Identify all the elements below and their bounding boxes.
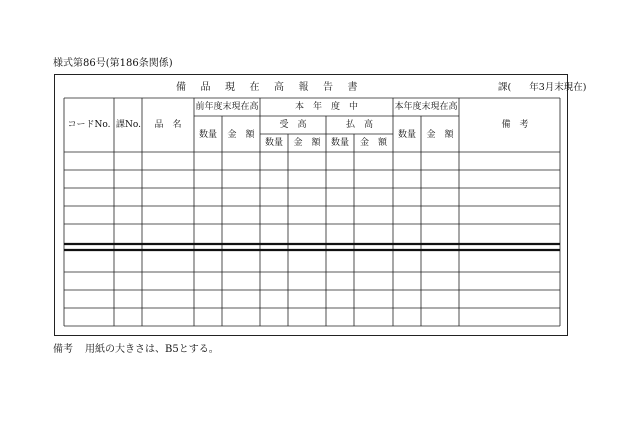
header-end-amount: 金 額	[426, 130, 454, 140]
header-prev-amount: 金 額	[227, 130, 255, 140]
footnote-text: 用紙の大きさは、B5とする。	[85, 344, 219, 355]
footnote	[53, 344, 219, 356]
footnote-label: 備考	[53, 344, 73, 355]
as-of-date-text: 年3月末現在)	[529, 82, 587, 93]
header-dept-no: 課No.	[116, 120, 141, 130]
header-received: 受 高	[279, 120, 307, 130]
header-received-quantity: 数量	[264, 138, 283, 148]
as-of-department: 課(	[498, 82, 512, 93]
header-paid-quantity: 数量	[330, 138, 349, 148]
header-this-year: 本 年 度 中	[294, 102, 358, 112]
header-paid-out: 払 高	[345, 120, 373, 130]
form-number: 様式第86号(第186条関係)	[53, 58, 173, 69]
header-item-name: 品 名	[154, 120, 182, 130]
header-remarks: 備 考	[501, 120, 529, 130]
header-paid-amount: 金 額	[359, 138, 387, 148]
header-end-quantity: 数量	[397, 130, 416, 140]
header-received-amount: 金 額	[293, 138, 321, 148]
header-prev-year-end: 前年度末現在高	[195, 102, 259, 112]
header-prev-quantity: 数量	[198, 130, 217, 140]
document-title: 備品現在高報告書	[176, 82, 372, 93]
header-code-no: コードNo.	[67, 120, 111, 130]
header-this-year-end: 本年度末現在高	[394, 102, 458, 112]
